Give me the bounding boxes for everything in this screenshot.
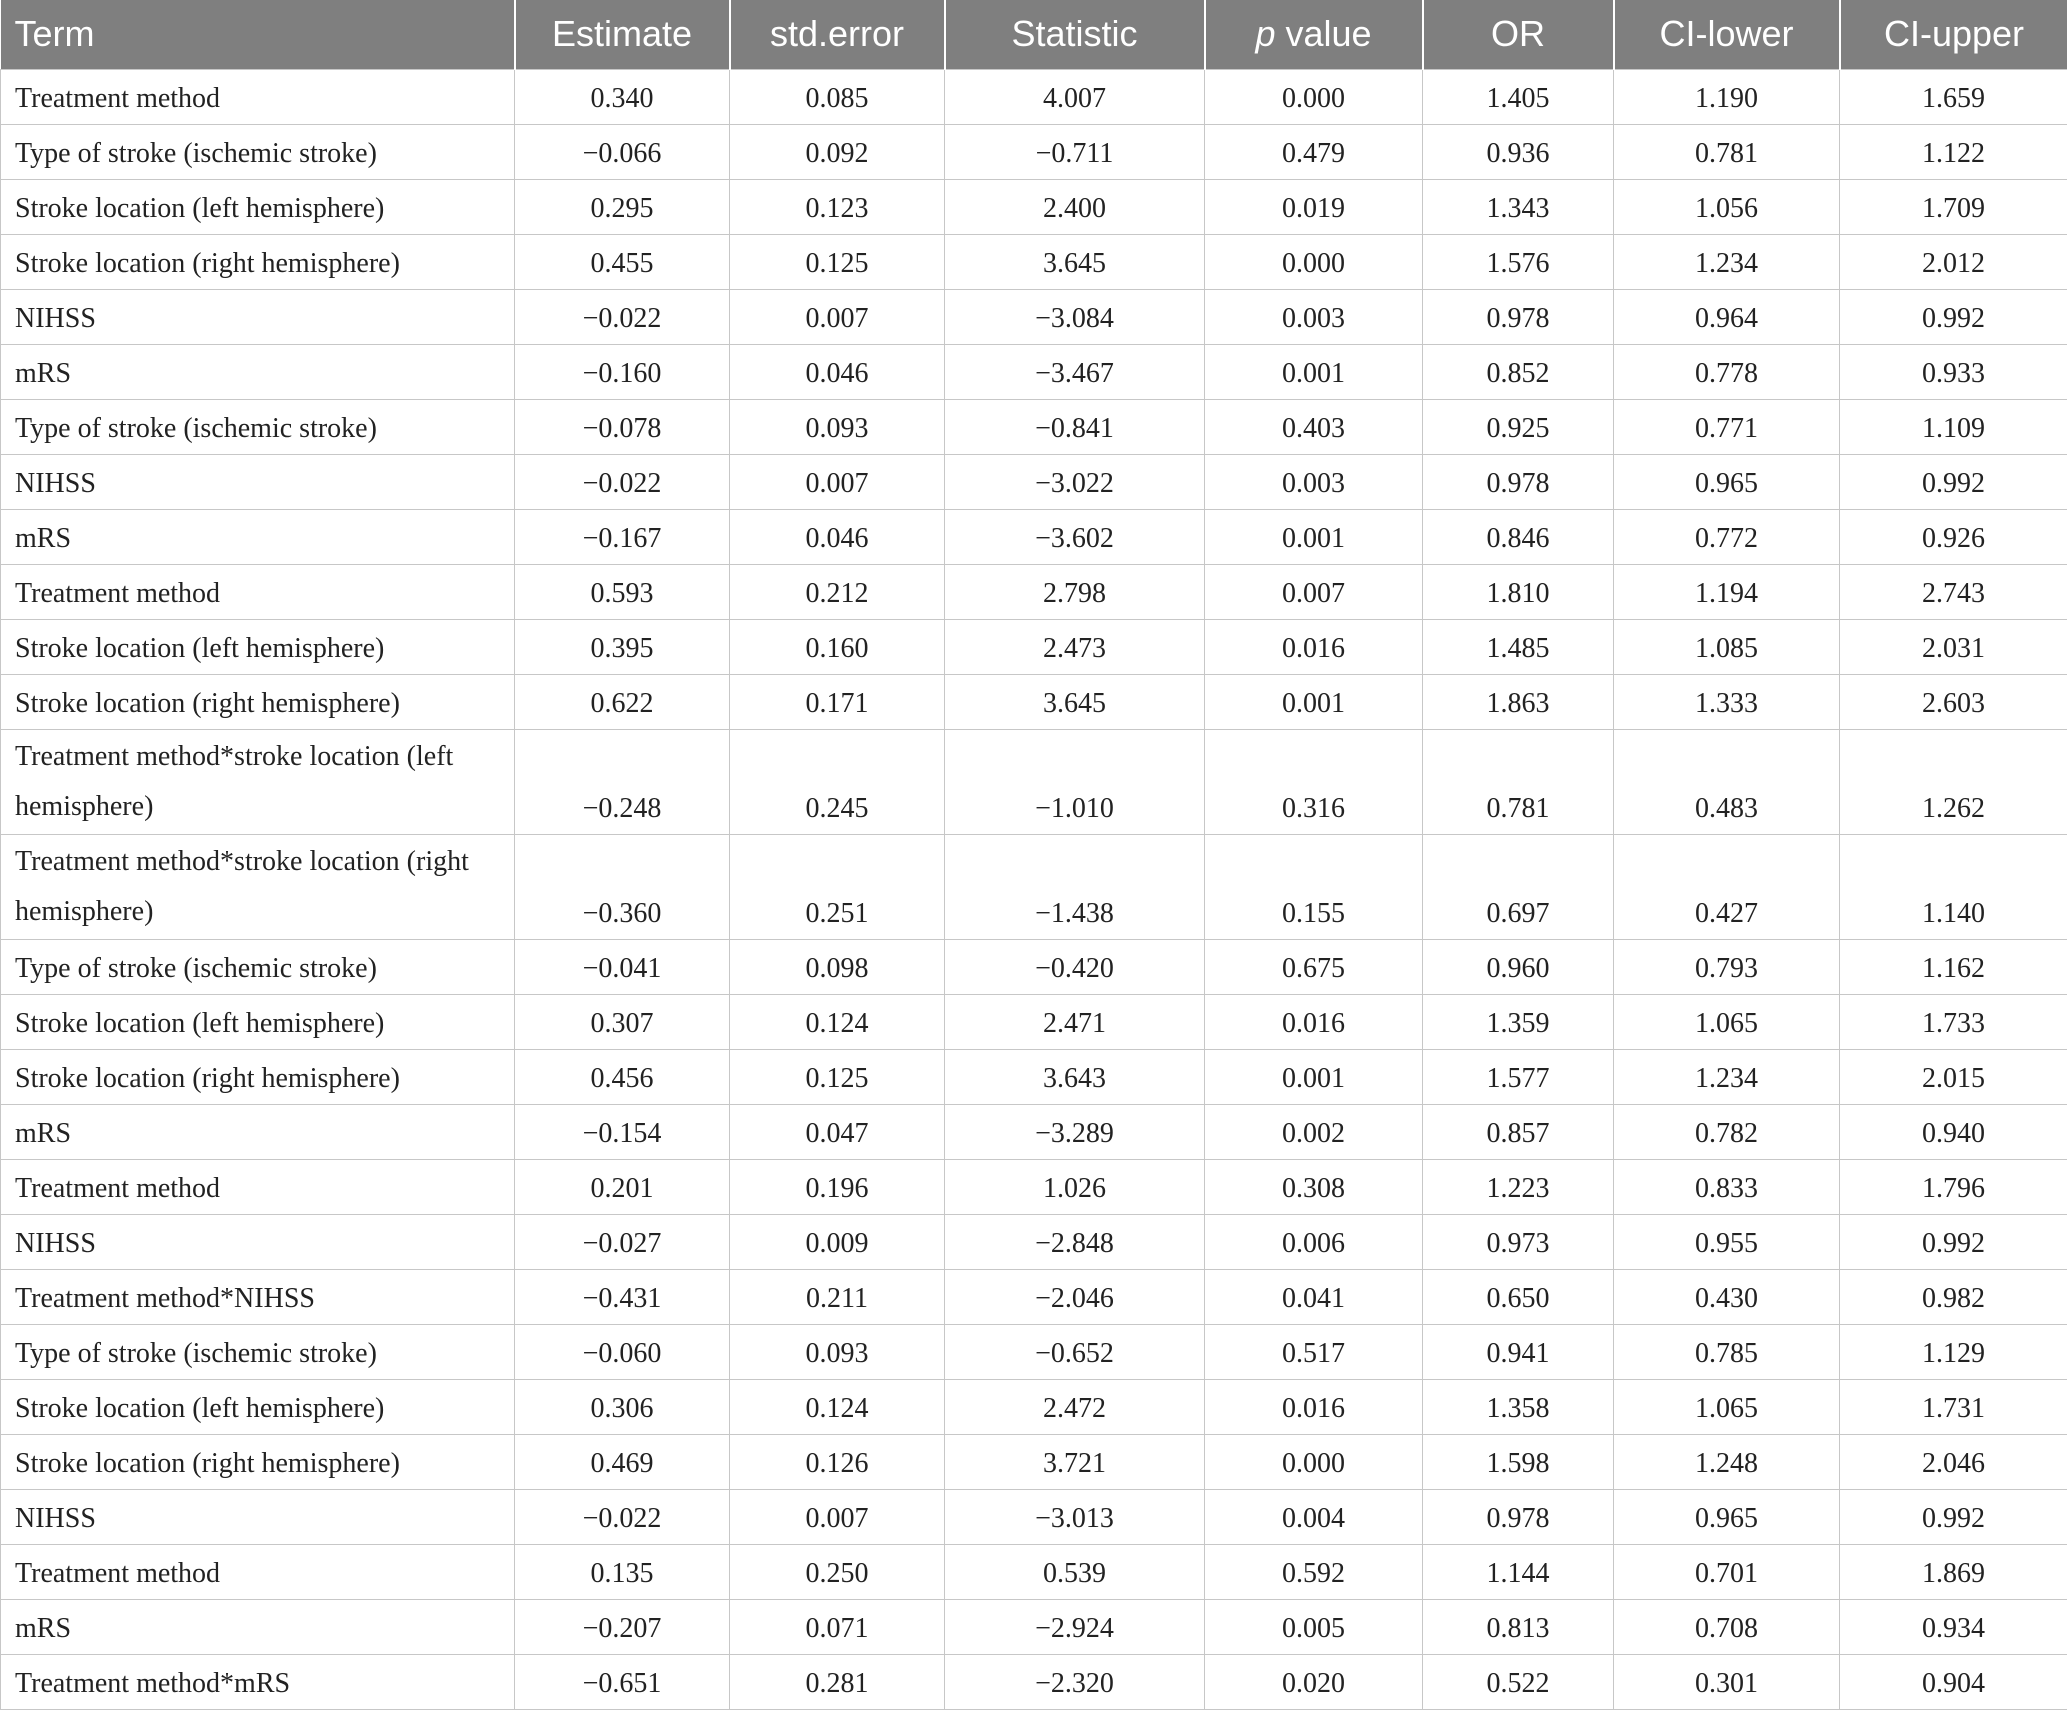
or-cell: 0.846 bbox=[1423, 509, 1614, 564]
estimate-cell: 0.201 bbox=[515, 1159, 730, 1214]
std-error-cell: 0.124 bbox=[730, 994, 945, 1049]
ci-lower-cell: 1.065 bbox=[1614, 1379, 1840, 1434]
p-value-cell: 0.001 bbox=[1205, 509, 1423, 564]
ci-upper-cell: 1.162 bbox=[1840, 939, 2067, 994]
or-cell: 0.697 bbox=[1423, 834, 1614, 939]
std-error-cell: 0.125 bbox=[730, 234, 945, 289]
term-cell: NIHSS bbox=[1, 454, 515, 509]
table-body bbox=[1, 69, 2067, 1709]
term-cell: mRS bbox=[1, 1104, 515, 1159]
std-error-cell: 0.212 bbox=[730, 564, 945, 619]
std-error-cell: 0.046 bbox=[730, 344, 945, 399]
std-error-cell: 0.250 bbox=[730, 1544, 945, 1599]
statistic-cell: −0.841 bbox=[945, 399, 1205, 454]
or-cell: 0.973 bbox=[1423, 1214, 1614, 1269]
ci-upper-cell: 2.012 bbox=[1840, 234, 2067, 289]
statistic-cell: 3.645 bbox=[945, 234, 1205, 289]
estimate-cell: −0.066 bbox=[515, 124, 730, 179]
or-cell: 1.810 bbox=[1423, 564, 1614, 619]
header-term: Term bbox=[14, 13, 95, 55]
term-cell: Type of stroke (ischemic stroke) bbox=[1, 1324, 515, 1379]
estimate-cell: −0.431 bbox=[515, 1269, 730, 1324]
or-cell: 0.857 bbox=[1423, 1104, 1614, 1159]
term-cell: Treatment method bbox=[1, 564, 515, 619]
table-row bbox=[1, 344, 2067, 399]
std-error-cell: 0.093 bbox=[730, 399, 945, 454]
estimate-cell: 0.456 bbox=[515, 1049, 730, 1104]
or-cell: 0.960 bbox=[1423, 939, 1614, 994]
ci-upper-cell: 1.709 bbox=[1840, 179, 2067, 234]
or-cell: 1.343 bbox=[1423, 179, 1614, 234]
ci-upper-cell: 0.992 bbox=[1840, 1489, 2067, 1544]
ci-upper-cell: 0.934 bbox=[1840, 1599, 2067, 1654]
table-row bbox=[1, 1489, 2067, 1544]
p-value-cell: 0.592 bbox=[1205, 1544, 1423, 1599]
ci-lower-cell: 0.427 bbox=[1614, 834, 1840, 939]
or-cell: 0.978 bbox=[1423, 289, 1614, 344]
std-error-cell: 0.046 bbox=[730, 509, 945, 564]
table-row bbox=[1, 1214, 2067, 1269]
table-row bbox=[1, 1654, 2067, 1709]
statistic-cell: −1.438 bbox=[945, 834, 1205, 939]
ci-lower-cell: 1.194 bbox=[1614, 564, 1840, 619]
statistic-cell: −0.652 bbox=[945, 1324, 1205, 1379]
p-value-cell: 0.000 bbox=[1205, 1434, 1423, 1489]
ci-upper-cell: 1.733 bbox=[1840, 994, 2067, 1049]
estimate-cell: 0.135 bbox=[515, 1544, 730, 1599]
p-value-cell: 0.001 bbox=[1205, 1049, 1423, 1104]
table-header bbox=[1, 0, 2067, 69]
term-cell: Treatment method*mRS bbox=[1, 1654, 515, 1709]
table-row bbox=[1, 1379, 2067, 1434]
estimate-cell: −0.360 bbox=[515, 834, 730, 939]
ci-upper-cell: 1.129 bbox=[1840, 1324, 2067, 1379]
p-value-cell: 0.016 bbox=[1205, 619, 1423, 674]
statistic-cell: −2.046 bbox=[945, 1269, 1205, 1324]
term-cell: Stroke location (right hemisphere) bbox=[1, 234, 515, 289]
table-row bbox=[1, 289, 2067, 344]
table-row bbox=[1, 399, 2067, 454]
term-cell: Treatment method bbox=[1, 69, 515, 124]
statistic-cell: −0.420 bbox=[945, 939, 1205, 994]
term-cell: mRS bbox=[1, 1599, 515, 1654]
statistic-cell: 1.026 bbox=[945, 1159, 1205, 1214]
ci-lower-cell: 0.778 bbox=[1614, 344, 1840, 399]
std-error-cell: 0.047 bbox=[730, 1104, 945, 1159]
ci-lower-cell: 0.483 bbox=[1614, 729, 1840, 834]
p-value-cell: 0.019 bbox=[1205, 179, 1423, 234]
ci-lower-cell: 1.190 bbox=[1614, 69, 1840, 124]
or-cell: 1.405 bbox=[1423, 69, 1614, 124]
estimate-cell: −0.167 bbox=[515, 509, 730, 564]
estimate-cell: −0.651 bbox=[515, 1654, 730, 1709]
ci-lower-cell: 0.964 bbox=[1614, 289, 1840, 344]
estimate-cell: −0.022 bbox=[515, 289, 730, 344]
table-row bbox=[1, 619, 2067, 674]
header-row bbox=[1, 0, 2067, 69]
statistic-cell: 0.539 bbox=[945, 1544, 1205, 1599]
std-error-cell: 0.245 bbox=[730, 729, 945, 834]
term-cell: Type of stroke (ischemic stroke) bbox=[1, 939, 515, 994]
statistic-cell: 3.643 bbox=[945, 1049, 1205, 1104]
estimate-cell: 0.295 bbox=[515, 179, 730, 234]
term-cell: Type of stroke (ischemic stroke) bbox=[1, 399, 515, 454]
statistic-cell: −3.013 bbox=[945, 1489, 1205, 1544]
term-cell: Type of stroke (ischemic stroke) bbox=[1, 124, 515, 179]
table-row bbox=[1, 179, 2067, 234]
header-estimate: Estimate bbox=[515, 0, 730, 69]
ci-lower-cell: 1.333 bbox=[1614, 674, 1840, 729]
header-p-symbol: p bbox=[1255, 13, 1276, 55]
ci-upper-cell: 1.796 bbox=[1840, 1159, 2067, 1214]
std-error-cell: 0.093 bbox=[730, 1324, 945, 1379]
or-cell: 0.941 bbox=[1423, 1324, 1614, 1379]
statistic-cell: 2.400 bbox=[945, 179, 1205, 234]
ci-upper-cell: 0.992 bbox=[1840, 1214, 2067, 1269]
table-row bbox=[1, 1159, 2067, 1214]
ci-upper-cell: 1.262 bbox=[1840, 729, 2067, 834]
ci-upper-cell: 2.603 bbox=[1840, 674, 2067, 729]
ci-upper-cell: 0.992 bbox=[1840, 289, 2067, 344]
statistic-cell: 2.473 bbox=[945, 619, 1205, 674]
or-cell: 0.813 bbox=[1423, 1599, 1614, 1654]
statistic-cell: 3.721 bbox=[945, 1434, 1205, 1489]
ci-lower-cell: 0.708 bbox=[1614, 1599, 1840, 1654]
std-error-cell: 0.007 bbox=[730, 289, 945, 344]
table-row bbox=[1, 234, 2067, 289]
ci-upper-cell: 2.015 bbox=[1840, 1049, 2067, 1104]
estimate-cell: −0.022 bbox=[515, 454, 730, 509]
p-value-cell: 0.001 bbox=[1205, 674, 1423, 729]
ci-upper-cell: 0.982 bbox=[1840, 1269, 2067, 1324]
p-value-cell: 0.479 bbox=[1205, 124, 1423, 179]
estimate-cell: 0.622 bbox=[515, 674, 730, 729]
or-cell: 0.781 bbox=[1423, 729, 1614, 834]
p-value-cell: 0.003 bbox=[1205, 454, 1423, 509]
table-row bbox=[1, 1049, 2067, 1104]
term-cell: Stroke location (left hemisphere) bbox=[1, 619, 515, 674]
or-cell: 0.522 bbox=[1423, 1654, 1614, 1709]
ci-lower-cell: 1.056 bbox=[1614, 179, 1840, 234]
statistic-cell: −1.010 bbox=[945, 729, 1205, 834]
ci-lower-cell: 0.955 bbox=[1614, 1214, 1840, 1269]
header-p-value-label: value bbox=[1285, 13, 1372, 55]
statistic-cell: −2.848 bbox=[945, 1214, 1205, 1269]
std-error-cell: 0.071 bbox=[730, 1599, 945, 1654]
std-error-cell: 0.211 bbox=[730, 1269, 945, 1324]
statistic-cell: 3.645 bbox=[945, 674, 1205, 729]
term-cell: NIHSS bbox=[1, 289, 515, 344]
statistic-cell: −3.602 bbox=[945, 509, 1205, 564]
ci-upper-cell: 1.122 bbox=[1840, 124, 2067, 179]
or-cell: 1.358 bbox=[1423, 1379, 1614, 1434]
p-value-cell: 0.016 bbox=[1205, 994, 1423, 1049]
estimate-cell: −0.154 bbox=[515, 1104, 730, 1159]
ci-upper-cell: 1.731 bbox=[1840, 1379, 2067, 1434]
term-cell: NIHSS bbox=[1, 1214, 515, 1269]
table-row bbox=[1, 1544, 2067, 1599]
std-error-cell: 0.160 bbox=[730, 619, 945, 674]
ci-lower-cell: 1.234 bbox=[1614, 234, 1840, 289]
ci-lower-cell: 0.701 bbox=[1614, 1544, 1840, 1599]
ci-lower-cell: 0.771 bbox=[1614, 399, 1840, 454]
term-cell: Stroke location (left hemisphere) bbox=[1, 1379, 515, 1434]
ci-lower-cell: 0.965 bbox=[1614, 454, 1840, 509]
p-value-cell: 0.003 bbox=[1205, 289, 1423, 344]
header-statistic: Statistic bbox=[945, 0, 1205, 69]
ci-lower-cell: 1.085 bbox=[1614, 619, 1840, 674]
std-error-cell: 0.092 bbox=[730, 124, 945, 179]
table-row bbox=[1, 1324, 2067, 1379]
term-cell: Stroke location (right hemisphere) bbox=[1, 1434, 515, 1489]
table-row bbox=[1, 1434, 2067, 1489]
ci-lower-cell: 0.781 bbox=[1614, 124, 1840, 179]
ci-upper-cell: 0.926 bbox=[1840, 509, 2067, 564]
or-cell: 1.577 bbox=[1423, 1049, 1614, 1104]
ci-lower-cell: 1.248 bbox=[1614, 1434, 1840, 1489]
p-value-cell: 0.403 bbox=[1205, 399, 1423, 454]
ci-upper-cell: 1.140 bbox=[1840, 834, 2067, 939]
term-cell: Stroke location (left hemisphere) bbox=[1, 994, 515, 1049]
statistic-cell: −2.320 bbox=[945, 1654, 1205, 1709]
estimate-cell: −0.022 bbox=[515, 1489, 730, 1544]
std-error-cell: 0.126 bbox=[730, 1434, 945, 1489]
ci-lower-cell: 0.782 bbox=[1614, 1104, 1840, 1159]
p-value-cell: 0.155 bbox=[1205, 834, 1423, 939]
ci-lower-cell: 0.430 bbox=[1614, 1269, 1840, 1324]
estimate-cell: 0.455 bbox=[515, 234, 730, 289]
term-cell: Treatment method bbox=[1, 1544, 515, 1599]
or-cell: 0.852 bbox=[1423, 344, 1614, 399]
ci-lower-cell: 0.833 bbox=[1614, 1159, 1840, 1214]
or-cell: 0.936 bbox=[1423, 124, 1614, 179]
p-value-cell: 0.007 bbox=[1205, 564, 1423, 619]
estimate-cell: 0.593 bbox=[515, 564, 730, 619]
std-error-cell: 0.125 bbox=[730, 1049, 945, 1104]
table-row bbox=[1, 1269, 2067, 1324]
table-row bbox=[1, 564, 2067, 619]
estimate-cell: −0.078 bbox=[515, 399, 730, 454]
p-value-cell: 0.675 bbox=[1205, 939, 1423, 994]
std-error-cell: 0.171 bbox=[730, 674, 945, 729]
ci-upper-cell: 0.992 bbox=[1840, 454, 2067, 509]
p-value-cell: 0.004 bbox=[1205, 1489, 1423, 1544]
ci-lower-cell: 1.065 bbox=[1614, 994, 1840, 1049]
estimate-cell: 0.307 bbox=[515, 994, 730, 1049]
header-or: OR bbox=[1423, 0, 1614, 69]
ci-lower-cell: 0.785 bbox=[1614, 1324, 1840, 1379]
or-cell: 1.485 bbox=[1423, 619, 1614, 674]
statistic-cell: −3.084 bbox=[945, 289, 1205, 344]
ci-upper-cell: 1.659 bbox=[1840, 69, 2067, 124]
ci-upper-cell: 1.109 bbox=[1840, 399, 2067, 454]
statistic-cell: −3.022 bbox=[945, 454, 1205, 509]
or-cell: 1.598 bbox=[1423, 1434, 1614, 1489]
std-error-cell: 0.196 bbox=[730, 1159, 945, 1214]
table-row bbox=[1, 69, 2067, 124]
ci-upper-cell: 0.933 bbox=[1840, 344, 2067, 399]
estimate-cell: −0.041 bbox=[515, 939, 730, 994]
estimate-cell: −0.160 bbox=[515, 344, 730, 399]
p-value-cell: 0.001 bbox=[1205, 344, 1423, 399]
std-error-cell: 0.085 bbox=[730, 69, 945, 124]
statistic-cell: 4.007 bbox=[945, 69, 1205, 124]
p-value-cell: 0.517 bbox=[1205, 1324, 1423, 1379]
or-cell: 0.978 bbox=[1423, 454, 1614, 509]
p-value-cell: 0.041 bbox=[1205, 1269, 1423, 1324]
header-ci-lower: CI-lower bbox=[1614, 0, 1840, 69]
estimate-cell: 0.395 bbox=[515, 619, 730, 674]
estimate-cell: −0.248 bbox=[515, 729, 730, 834]
term-cell: Treatment method*stroke location (left hemisphere) bbox=[1, 729, 515, 834]
ci-lower-cell: 0.772 bbox=[1614, 509, 1840, 564]
term-cell: Stroke location (right hemisphere) bbox=[1, 1049, 515, 1104]
statistic-cell: 2.472 bbox=[945, 1379, 1205, 1434]
table-row bbox=[1, 1104, 2067, 1159]
or-cell: 0.925 bbox=[1423, 399, 1614, 454]
table-row bbox=[1, 454, 2067, 509]
or-cell: 1.576 bbox=[1423, 234, 1614, 289]
std-error-cell: 0.007 bbox=[730, 454, 945, 509]
ci-upper-cell: 0.904 bbox=[1840, 1654, 2067, 1709]
term-cell: Treatment method*stroke location (right hemisphere) bbox=[1, 834, 515, 939]
statistic-cell: −0.711 bbox=[945, 124, 1205, 179]
std-error-cell: 0.009 bbox=[730, 1214, 945, 1269]
ci-upper-cell: 2.046 bbox=[1840, 1434, 2067, 1489]
ci-lower-cell: 0.301 bbox=[1614, 1654, 1840, 1709]
table-row bbox=[1, 674, 2067, 729]
ci-upper-cell: 0.940 bbox=[1840, 1104, 2067, 1159]
ci-upper-cell: 1.869 bbox=[1840, 1544, 2067, 1599]
term-cell: Stroke location (left hemisphere) bbox=[1, 179, 515, 234]
std-error-cell: 0.281 bbox=[730, 1654, 945, 1709]
term-cell: mRS bbox=[1, 344, 515, 399]
estimate-cell: −0.060 bbox=[515, 1324, 730, 1379]
p-value-cell: 0.000 bbox=[1205, 69, 1423, 124]
std-error-cell: 0.007 bbox=[730, 1489, 945, 1544]
std-error-cell: 0.098 bbox=[730, 939, 945, 994]
or-cell: 1.359 bbox=[1423, 994, 1614, 1049]
estimate-cell: −0.027 bbox=[515, 1214, 730, 1269]
p-value-cell: 0.000 bbox=[1205, 234, 1423, 289]
term-cell: NIHSS bbox=[1, 1489, 515, 1544]
std-error-cell: 0.123 bbox=[730, 179, 945, 234]
table-row bbox=[1, 124, 2067, 179]
std-error-cell: 0.124 bbox=[730, 1379, 945, 1434]
statistic-cell: 2.798 bbox=[945, 564, 1205, 619]
or-cell: 1.223 bbox=[1423, 1159, 1614, 1214]
ci-lower-cell: 1.234 bbox=[1614, 1049, 1840, 1104]
term-cell: Treatment method bbox=[1, 1159, 515, 1214]
p-value-cell: 0.006 bbox=[1205, 1214, 1423, 1269]
term-cell: Treatment method*NIHSS bbox=[1, 1269, 515, 1324]
table-row bbox=[1, 729, 2067, 834]
ci-lower-cell: 0.793 bbox=[1614, 939, 1840, 994]
statistic-cell: −3.289 bbox=[945, 1104, 1205, 1159]
table-row bbox=[1, 939, 2067, 994]
table-row bbox=[1, 1599, 2067, 1654]
header-ci-upper: CI-upper bbox=[1840, 0, 2067, 69]
std-error-cell: 0.251 bbox=[730, 834, 945, 939]
p-value-cell: 0.016 bbox=[1205, 1379, 1423, 1434]
or-cell: 0.978 bbox=[1423, 1489, 1614, 1544]
or-cell: 1.144 bbox=[1423, 1544, 1614, 1599]
estimate-cell: 0.306 bbox=[515, 1379, 730, 1434]
table-row bbox=[1, 834, 2067, 939]
ci-upper-cell: 2.743 bbox=[1840, 564, 2067, 619]
estimate-cell: 0.469 bbox=[515, 1434, 730, 1489]
estimate-cell: 0.340 bbox=[515, 69, 730, 124]
ci-upper-cell: 2.031 bbox=[1840, 619, 2067, 674]
ci-lower-cell: 0.965 bbox=[1614, 1489, 1840, 1544]
statistic-cell: −2.924 bbox=[945, 1599, 1205, 1654]
or-cell: 1.863 bbox=[1423, 674, 1614, 729]
term-cell: mRS bbox=[1, 509, 515, 564]
term-cell: Stroke location (right hemisphere) bbox=[1, 674, 515, 729]
p-value-cell: 0.005 bbox=[1205, 1599, 1423, 1654]
table-row bbox=[1, 509, 2067, 564]
p-value-cell: 0.020 bbox=[1205, 1654, 1423, 1709]
header-std-error: std.error bbox=[730, 0, 945, 69]
p-value-cell: 0.308 bbox=[1205, 1159, 1423, 1214]
statistic-cell: 2.471 bbox=[945, 994, 1205, 1049]
statistic-cell: −3.467 bbox=[945, 344, 1205, 399]
estimate-cell: −0.207 bbox=[515, 1599, 730, 1654]
p-value-cell: 0.316 bbox=[1205, 729, 1423, 834]
table-row bbox=[1, 994, 2067, 1049]
header-p-value bbox=[1205, 0, 1423, 69]
p-value-cell: 0.002 bbox=[1205, 1104, 1423, 1159]
or-cell: 0.650 bbox=[1423, 1269, 1614, 1324]
